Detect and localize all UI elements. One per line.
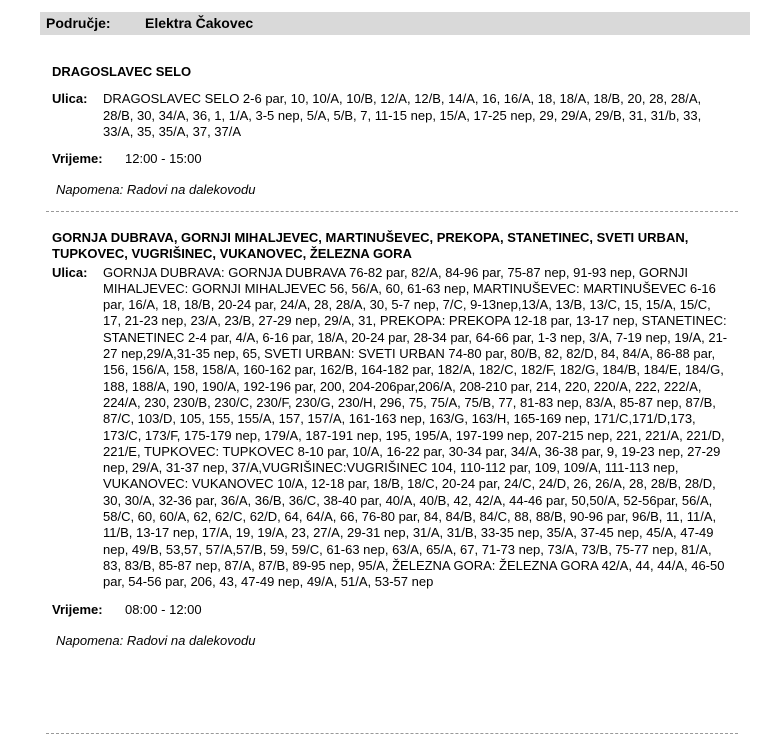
divider bbox=[46, 211, 738, 212]
area-label: Područje: bbox=[46, 15, 111, 31]
street-row bbox=[52, 91, 732, 140]
time-row bbox=[52, 151, 732, 167]
time-label: Vrijeme: bbox=[52, 151, 103, 167]
time-value: 12:00 - 15:00 bbox=[125, 151, 202, 167]
note-text: Napomena: Radovi na dalekovodu bbox=[56, 182, 256, 198]
outage-entry bbox=[52, 64, 732, 198]
area-value: Elektra Čakovec bbox=[145, 15, 254, 31]
divider bbox=[46, 733, 738, 734]
time-value: 08:00 - 12:00 bbox=[125, 601, 202, 617]
time-label: Vrijeme: bbox=[52, 601, 103, 617]
outage-entry bbox=[52, 230, 732, 649]
note-text: Napomena: Radovi na dalekovodu bbox=[56, 632, 256, 648]
street-value: GORNJA DUBRAVA: GORNJA DUBRAVA 76-82 par, 82/A, 84-96 par, 75-87 nep, 91-93 nep, GORNJI MIHALJEVEC: GORNJI MIHALJEVEC 56, 56/A, 60, 61-63 nep, MARTINUŠEVEC: MARTINUŠEVEC 6-16 par, 16/A, 18, 18/B, 20-24 par, 24/A, 28, 28/A, 30, 5-7 nep, 7/C, 9-13nep,13/A, 13/B, 13/C, 15, 15/A, 15/C, 17, 21-23 nep, 23/A, 23/B, 27-29 nep, 29/A, 31, PREKOPA: PREKOPA 12-18 par, 13-17 nep, STANETINEC: STANETINEC 2-4 par, 4/A, 6-16 par, 18/A, 20-24 par, 28-34 par, 64-66 par, 1-3 nep, 3/A, 7-19 nep, 19/A, 21-27 nep,29/A,31-35 nep, 65, SVETI URBAN: SVETI URBAN 74-80 par, 80/B, 82, 82/D, 84, 84/A, 86-88 par, 156, 156/A, 158, 158/A, 160-162 par, 162/B, 164-182 par, 182/A, 182/C, 182/F, 182/G, 184/B, 184/E, 184/G, 188, 188/A, 190, 190/A, 192-196 par, 200, 204-206par,206/A, 208-210 par, 214, 220, 220/A, 222, 222/A, 224/A, 230, 230/B, 230/C, 230/F, 230/G, 230/H, 296, 75, 75/A, 75/B, 77, 81-83 nep, 83/A, 85-87 nep, 87/B, 87/C, 103/D, 105, 155, 155/A, 157, 157/A, 161-163 nep, 163/G, 163/H, 165-169 nep, 171/C,171/D,173, 173/C, 173/F, 175-179 nep, 179/A, 187-191 nep, 195, 195/A, 197-199 nep, 207-215 nep, 221, 221/A, 221/D, 221/E, TUPKOVEC: TUPKOVEC 8-10 par, 10/A, 16-22 par, 30-34 par, 34/A, 36-38 par, 9, 19-23 nep, 27-29 nep, 29/A, 31-37 nep, 37/A,VUGRIŠINEC:VUGRIŠINEC 104, 110-112 par, 109, 109/A, 111-113 nep, VUKANOVEC: VUKANOVEC 10/A, 12-18 par, 18/B, 18/C, 20-24 par, 24/C, 24/D, 26, 26/A, 28, 28/B, 28/D, 30, 30/A, 32-36 par, 36/A, 36/B, 36/C, 38-40 par, 40/A, 40/B, 42, 42/A, 44-46 par, 50,50/A, 52-56par, 56/A, 58/C, 60, 60/A, 62, 62/C, 62/D, 64, 64/A, 66, 76-80 par, 84, 84/B, 84/C, 88, 88/B, 90-96 par, 96/B, 11, 11/A, 11/B, 13-17 nep, 17/A, 19, 19/A, 23, 27/A, 29-31 nep, 31/A, 31/B, 33-35 nep, 35/A, 37-45 nep, 45/A, 47-49 nep, 49/B, 53,57, 57/A,57/B, 59, 59/C, 61-63 nep, 63/A, 65/A, 67, 71-73 nep, 73/A, 73/B, 75-77 nep, 81/A, 83, 83/B, 85-87 nep, 87/A, 87/B, 89-95 nep, 95/A, ŽELEZNA GORA: ŽELEZNA GORA 42/A, 44, 44/A, 46-50 par, 54-56 par, 206, 43, 47-49 nep, 49/A, 51/A, 53-57 nep bbox=[103, 264, 728, 590]
street-row bbox=[52, 265, 732, 591]
entry-title: DRAGOSLAVEC SELO bbox=[52, 64, 192, 79]
area-header bbox=[40, 12, 750, 35]
street-label: Ulica: bbox=[52, 91, 88, 107]
entry-title: GORNJA DUBRAVA, GORNJI MIHALJEVEC, MARTINUŠEVEC, PREKOPA, STANETINEC, SVETI URBAN, TUPKOVEC, VUGRIŠINEC, VUKANOVEC, ŽELEZNA GORA bbox=[52, 230, 689, 262]
time-row bbox=[52, 602, 732, 618]
street-value: DRAGOSLAVEC SELO 2-6 par, 10, 10/A, 10/B, 12/A, 12/B, 14/A, 16, 16/A, 18, 18/A, 18/B, 20, 28, 28/A, 28/B, 30, 34/A, 36, 1, 1/A, 3-5 nep, 5/A, 5/B, 7, 11-15 nep, 15/A, 17-25 nep, 29, 29/A, 29/B, 31, 31/b, 33, 33/A, 35, 35/A, 37, 37/A bbox=[103, 91, 702, 139]
street-label: Ulica: bbox=[52, 264, 88, 280]
